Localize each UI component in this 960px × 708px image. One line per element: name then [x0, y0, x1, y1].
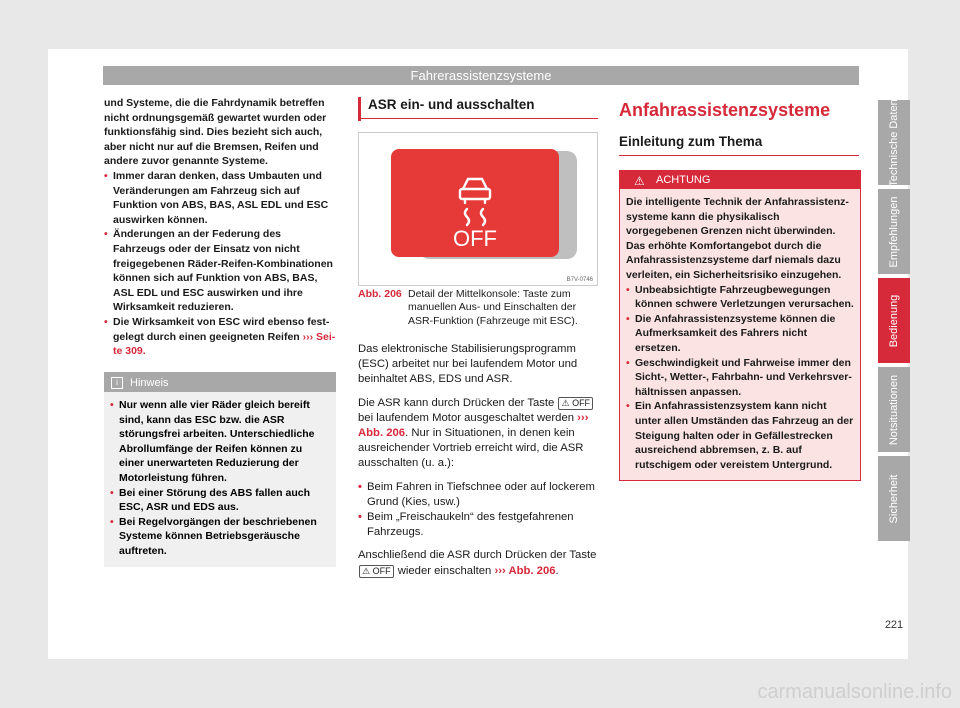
- chapter-tabs: [878, 100, 910, 545]
- tab-notsituationen[interactable]: Notsituationen: [878, 367, 910, 452]
- bullet-icon: •: [104, 315, 108, 328]
- column-left: [104, 96, 336, 359]
- chapter-title: Anfahrassistenzsysteme: [619, 100, 831, 120]
- list-item: • Nur wenn alle vier Räder gleich bereift sind, kann das ESC bzw. die ASR störungsfrei arbeiten. Unterschiedliche Abrollumfänge der Reifen können zu einer unerwarteten Reduzierung der Motorleistung führen.: [110, 399, 315, 484]
- warning-triangle-icon: ⚠: [634, 174, 645, 188]
- tab-empfehlungen[interactable]: Empfehlungen: [878, 189, 910, 274]
- list-item: • Immer daran denken, dass Umbauten und Veränderungen am Fahrzeug sich auf Funktion von ABS, BAS, ASL EDL und ESC auswirken können.: [104, 169, 329, 226]
- page-reference-link[interactable]: ››› Seite 309.: [113, 330, 336, 358]
- section-subtitle: Einleitung zum Thema: [619, 134, 859, 156]
- bullet-icon: •: [358, 480, 362, 493]
- figure-reference-link[interactable]: ››› Abb. 206: [358, 411, 589, 440]
- bullet-icon: •: [104, 228, 108, 241]
- figure-code: B7V-0746: [566, 277, 593, 283]
- caption-text: Detail der Mittelkonsole: Taste zum manuellen Aus- und Einschalten der ASR-Funktion (Fahrzeuge mit ESC).: [408, 288, 578, 327]
- paragraph: Anschließend die ASR durch Drücken der Taste ⚠ OFF wieder einschalten ››› Abb. 206.: [358, 549, 597, 577]
- info-icon: i: [111, 377, 123, 389]
- watermark: carmanualsonline.info: [757, 681, 952, 703]
- tab-sicherheit[interactable]: Sicherheit: [878, 456, 910, 541]
- figure-reference-link[interactable]: ››› Abb. 206: [494, 564, 556, 577]
- list-item: • Unbeabsichtigte Fahrzeugbewegungen können schwere Verletzungen verursachen.: [626, 283, 854, 311]
- note-header: i Hinweis: [104, 374, 336, 392]
- warning-body: [620, 189, 860, 480]
- list-item: • Bei einer Störung des ABS fallen auch ESC, ASR und EDS aus.: [110, 486, 310, 514]
- list-item: • Bei Regelvorgängen der beschriebenen Systeme können Betriebsgeräusche auftreten.: [110, 515, 317, 557]
- intro-text: und Systeme, die die Fahrdynamik betreffen nicht ordnungsgemäß gewartet wurden oder funktionsfähig sind. Dies bezieht sich auch, aber nicht nur auf die Bremsen, Reifen und andere zuvor genannte Systeme.: [104, 97, 327, 168]
- tab-technische-daten[interactable]: Technische Daten: [878, 100, 910, 185]
- page-header: Fahrerassistenzsysteme: [103, 66, 859, 85]
- bullet-icon: •: [626, 356, 630, 369]
- warning-box: [619, 170, 861, 481]
- note-box: [104, 372, 336, 567]
- paragraph: Die ASR kann durch Drücken der Taste ⚠ OFF bei laufendem Motor ausgeschaltet werden ››› Abb. 206. Nur in Situationen, in denen kein ausreichender Vortrieb erreicht wird, die ASR ausschalten (u. a.):: [358, 396, 598, 472]
- bullet-icon: •: [626, 283, 630, 296]
- bullet-icon: •: [626, 312, 630, 325]
- page-number: 221: [884, 619, 904, 631]
- list-item: • Beim Fahren in Tiefschnee oder auf lockerem Grund (Kies, usw.): [358, 480, 598, 510]
- list-item: • Beim „Freischaukeln“ des festgefahrenen Fahrzeugs.: [358, 510, 598, 540]
- off-label: OFF: [453, 226, 497, 251]
- list-item: • Die Wirksamkeit von ESC wird ebenso festgelegt durch einen geeigneten Reifen ››› Seite 309.: [104, 315, 336, 358]
- bullet-icon: •: [104, 169, 108, 182]
- list-item: • Geschwindigkeit und Fahrweise immer den Sicht-, Wetter-, Fahrbahn- und Verkehrsverhältnissen anpassen.: [626, 356, 852, 398]
- bullet-icon: •: [110, 486, 114, 499]
- tab-bedienung[interactable]: Bedienung: [878, 278, 910, 363]
- car-skid-icon: [391, 149, 559, 257]
- asr-off-key: ⚠ OFF: [558, 397, 593, 410]
- asr-body-text: [358, 342, 598, 587]
- list-item: • Ein Anfahrassistenzsystem kann nicht unter allen Umständen das Fahrzeug an der Steigung halten oder in Gefällestrecken ausreichend abbremsen, z. B. auf rutschigem oder vereistem Untergrund.: [626, 400, 854, 471]
- warning-header: ⚠ ACHTUNG: [620, 171, 860, 189]
- figure-asr-button: [358, 132, 598, 286]
- bullet-icon: •: [626, 400, 630, 413]
- warning-intro: Die intelligente Technik der Anfahrassistenzsysteme kann die physikalisch vorgegebenen Grenzen nicht überwinden. Das erhöhte Komfortangebot durch die Anfahrassistenzsysteme darf niemals dazu verleiten, ein Sicherheitsrisiko einzugehen.: [626, 196, 849, 281]
- list-item: • Änderungen an der Federung des Fahrzeugs oder der Einsatz von nicht freigegebenen Räder-Reifen-Kombinationen können sich auf Funktion von ABS, BAS, ASL EDL und ESC auswirken und ihre Wirksamkeit reduzieren.: [104, 228, 333, 314]
- bullet-icon: •: [358, 511, 362, 524]
- bullet-icon: •: [110, 399, 114, 411]
- section-title: ASR ein- und ausschalten: [358, 97, 598, 119]
- caption-label: Abb. 206: [358, 288, 402, 300]
- list-item: • Die Anfahrassistenzsysteme können die Aufmerksamkeit des Fahrers nicht ersetzen.: [626, 312, 836, 354]
- paragraph: Das elektronische Stabilisierungsprogramm (ESC) arbeitet nur bei laufendem Motor und beinhaltet ABS, EDS und ASR.: [358, 343, 578, 386]
- note-body: [104, 392, 336, 567]
- bullet-icon: •: [110, 515, 114, 528]
- figure-caption: [358, 288, 598, 328]
- asr-off-key: ⚠ OFF: [359, 565, 394, 578]
- asr-off-button-image: [391, 149, 559, 257]
